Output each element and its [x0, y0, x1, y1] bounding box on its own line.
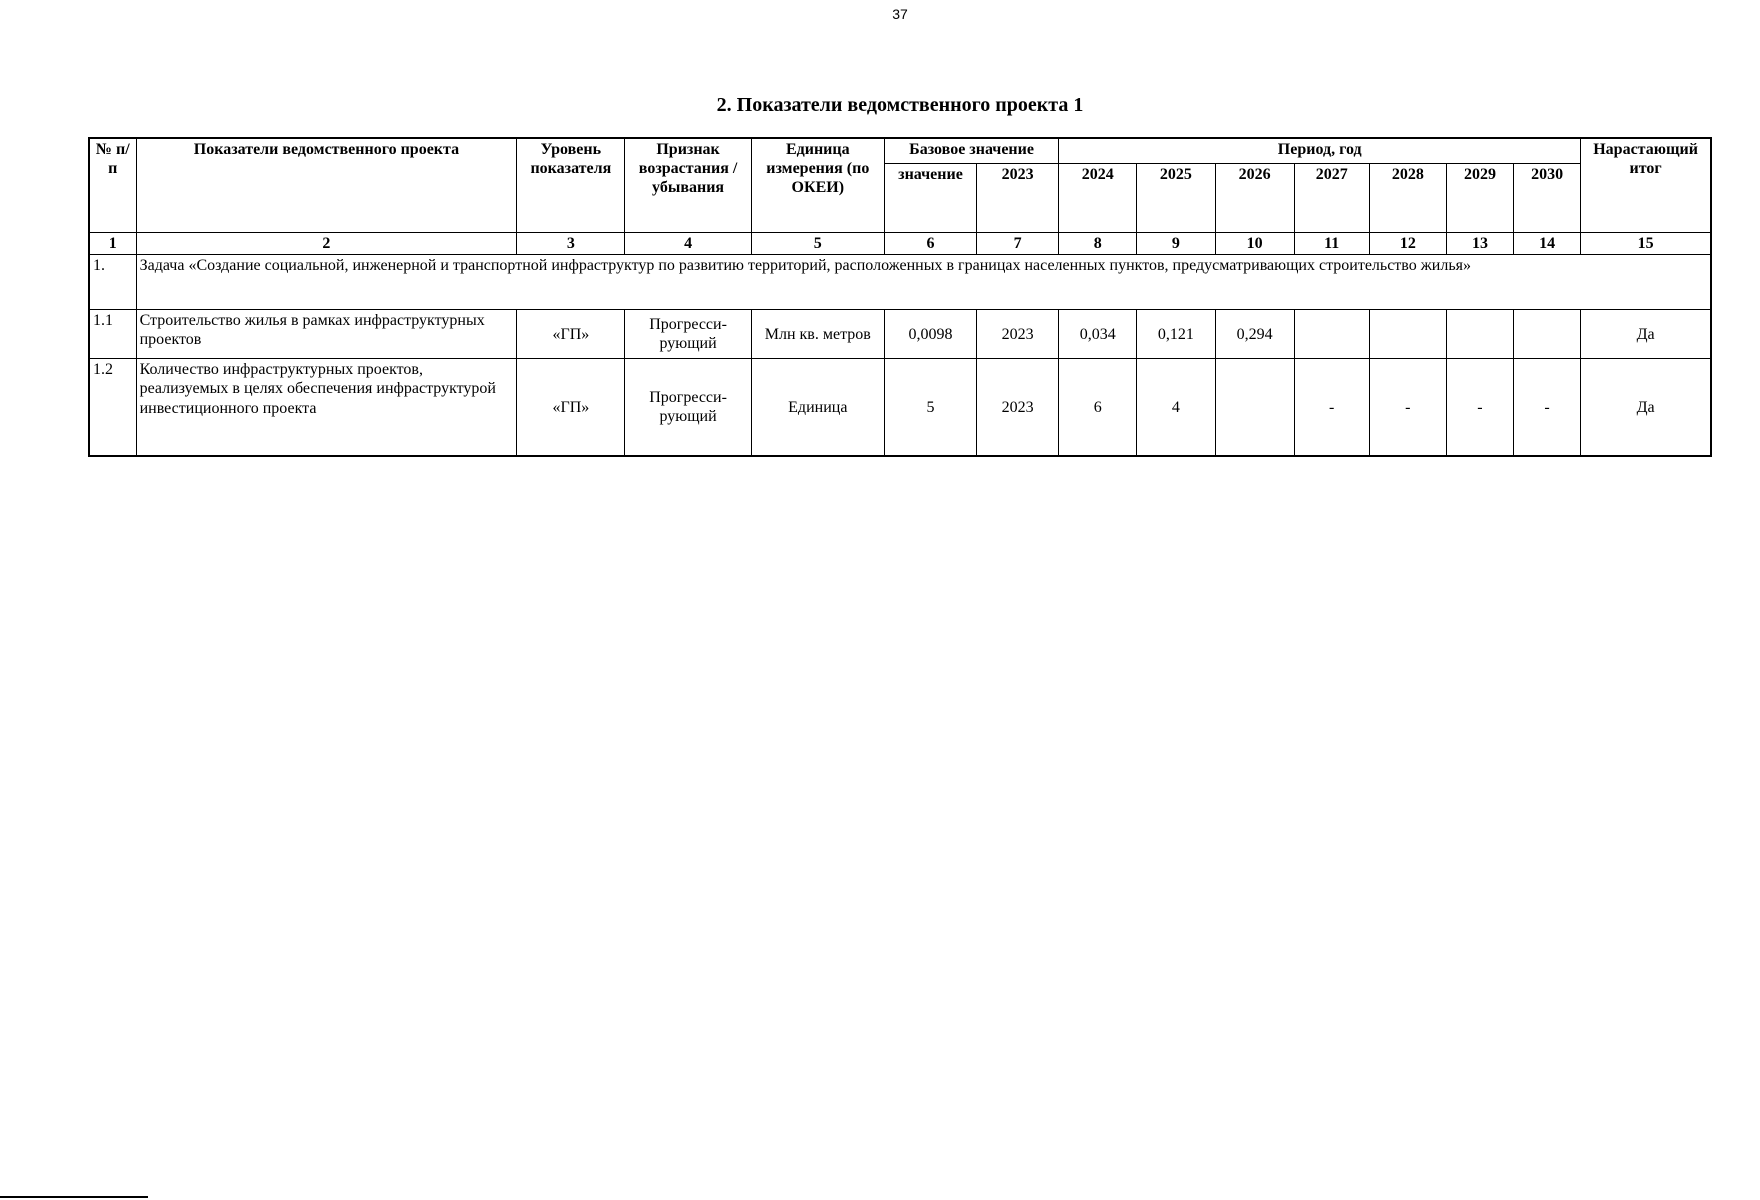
header-row-1: [89, 138, 1711, 164]
header-cumulative: Нарастающий итог: [1581, 138, 1711, 233]
row-year-value: 4: [1137, 359, 1215, 457]
row-level: «ГП»: [517, 359, 625, 457]
header-indicator: Показатели ведомственного проекта: [136, 138, 517, 233]
header-trend: Признак возрастания / убывания: [625, 138, 751, 233]
row-year-value: [1294, 310, 1369, 359]
page-number: 37: [892, 6, 908, 22]
column-number: 11: [1294, 233, 1369, 255]
header-base-year: 2023: [977, 164, 1059, 233]
column-number: 5: [751, 233, 884, 255]
column-number: 14: [1514, 233, 1581, 255]
row-cumulative: Да: [1581, 310, 1711, 359]
header-period: Период, год: [1059, 138, 1581, 164]
row-base-year: 2023: [977, 310, 1059, 359]
header-year: 2025: [1137, 164, 1215, 233]
task-number: 1.: [89, 255, 136, 310]
table-row: [89, 359, 1711, 457]
page-title: 2. Показатели ведомственного проекта 1: [716, 94, 1084, 116]
row-number: 1.2: [89, 359, 136, 457]
row-level: «ГП»: [517, 310, 625, 359]
column-number: 8: [1059, 233, 1137, 255]
row-cumulative: Да: [1581, 359, 1711, 457]
row-base-year: 2023: [977, 359, 1059, 457]
header-year: 2028: [1369, 164, 1446, 233]
row-year-value: -: [1446, 359, 1513, 457]
row-trend: Прогресси-рующий: [625, 310, 751, 359]
row-year-value: -: [1294, 359, 1369, 457]
header-level: Уровень показателя: [517, 138, 625, 233]
row-year-value: 0,121: [1137, 310, 1215, 359]
row-year-value: [1369, 310, 1446, 359]
row-indicator-name: Количество инфраструктурных проектов, реализуемых в целях обеспечения инфраструктурой инвестиционного проекта: [136, 359, 517, 457]
header-year: 2030: [1514, 164, 1581, 233]
row-unit: Млн кв. метров: [751, 310, 884, 359]
column-number: 2: [136, 233, 517, 255]
row-year-value: -: [1369, 359, 1446, 457]
header-base: Базовое значение: [884, 138, 1058, 164]
header-no: № п/п: [89, 138, 136, 233]
row-year-value: 0,294: [1215, 310, 1294, 359]
column-number: 10: [1215, 233, 1294, 255]
header-year: 2029: [1446, 164, 1513, 233]
row-year-value: -: [1514, 359, 1581, 457]
row-base-value: 5: [884, 359, 976, 457]
indicators-table: [88, 137, 1712, 457]
row-year-value: [1514, 310, 1581, 359]
row-year-value: 0,034: [1059, 310, 1137, 359]
row-trend: Прогресси-рующий: [625, 359, 751, 457]
header-year: 2026: [1215, 164, 1294, 233]
row-base-value: 0,0098: [884, 310, 976, 359]
column-number: 7: [977, 233, 1059, 255]
row-year-value: 6: [1059, 359, 1137, 457]
row-year-value: [1215, 359, 1294, 457]
row-unit: Единица: [751, 359, 884, 457]
column-number: 13: [1446, 233, 1513, 255]
column-number: 15: [1581, 233, 1711, 255]
header-unit: Единица измерения (по ОКЕИ): [751, 138, 884, 233]
column-number: 12: [1369, 233, 1446, 255]
header-year: 2024: [1059, 164, 1137, 233]
column-number: 4: [625, 233, 751, 255]
column-number-row: [89, 233, 1711, 255]
scan-edge-line: [0, 1196, 148, 1198]
column-number: 3: [517, 233, 625, 255]
header-year: 2027: [1294, 164, 1369, 233]
table-row: [89, 310, 1711, 359]
column-number: 6: [884, 233, 976, 255]
task-text: Задача «Создание социальной, инженерной и транспортной инфраструктур по развитию территорий, расположенных в границах населенных пунктов, предусматривающих строительство жилья»: [136, 255, 1711, 310]
column-number: 9: [1137, 233, 1215, 255]
task-row: [89, 255, 1711, 310]
column-number: 1: [89, 233, 136, 255]
row-number: 1.1: [89, 310, 136, 359]
row-indicator-name: Строительство жилья в рамках инфраструктурных проектов: [136, 310, 517, 359]
header-base-value: значение: [884, 164, 976, 233]
row-year-value: [1446, 310, 1513, 359]
